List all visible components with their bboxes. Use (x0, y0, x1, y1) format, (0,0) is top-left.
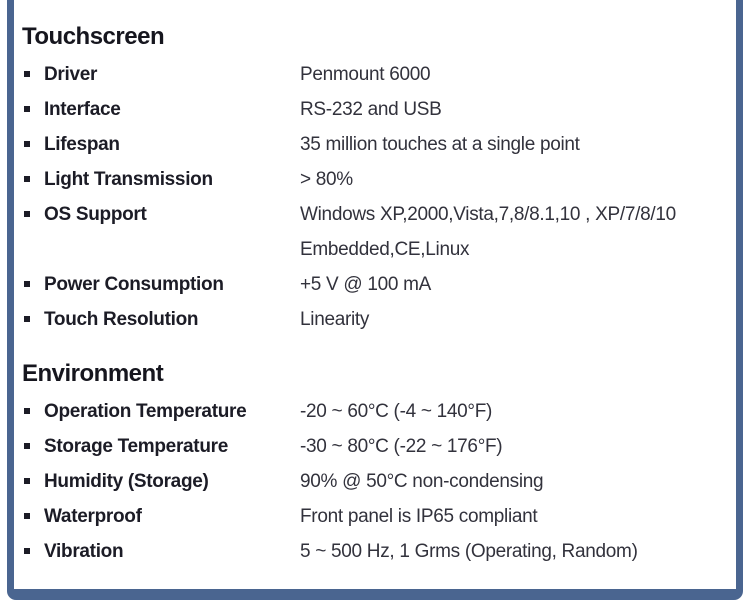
section-title: Environment (22, 360, 164, 387)
spec-value: Front panel is IP65 compliant (300, 506, 538, 527)
spec-row-storage-temperature (22, 429, 730, 464)
spec-value: +5 V @ 100 mA (300, 274, 432, 295)
spec-label: Humidity (Storage) (44, 471, 209, 492)
spec-label: Lifespan (44, 134, 120, 155)
square-bullet-icon (24, 281, 30, 287)
spec-row-vibration (22, 534, 730, 569)
spec-row-power-consumption (22, 267, 730, 302)
spec-label: Interface (44, 99, 121, 120)
spec-label: Waterproof (44, 506, 142, 527)
square-bullet-icon (24, 71, 30, 77)
spec-row-operation-temperature (22, 394, 730, 429)
square-bullet-icon (24, 513, 30, 519)
spec-label: Driver (44, 64, 98, 85)
spec-label: OS Support (44, 204, 147, 225)
spec-label: Touch Resolution (44, 309, 199, 330)
spec-value: 35 million touches at a single point (300, 134, 580, 155)
square-bullet-icon (24, 408, 30, 414)
square-bullet-icon (24, 316, 30, 322)
spec-label: Storage Temperature (44, 436, 229, 457)
square-bullet-icon (24, 478, 30, 484)
square-bullet-icon (24, 176, 30, 182)
square-bullet-icon (24, 443, 30, 449)
section-touchscreen (22, 24, 730, 337)
spec-row-waterproof (22, 499, 730, 534)
spec-row-interface (22, 92, 730, 127)
spec-label: Light Transmission (44, 169, 213, 190)
spec-value: Penmount 6000 (300, 64, 431, 85)
spec-value: 5 ~ 500 Hz, 1 Grms (Operating, Random) (300, 541, 638, 562)
spec-row-driver (22, 57, 730, 92)
spec-label: Power Consumption (44, 274, 224, 295)
square-bullet-icon (24, 211, 30, 217)
spec-row-lifespan (22, 127, 730, 162)
square-bullet-icon (24, 548, 30, 554)
spec-value: -20 ~ 60°C (-4 ~ 140°F) (300, 401, 493, 422)
spec-label: Vibration (44, 541, 124, 562)
square-bullet-icon (24, 106, 30, 112)
spec-value: Linearity (300, 309, 370, 330)
spec-table (22, 24, 730, 569)
spec-value: Windows XP,2000,Vista,7,8/8.1,10 , XP/7/8/10 Embedded,CE,Linux (300, 204, 676, 260)
spec-value: 90% @ 50°C non-condensing (300, 471, 544, 492)
square-bullet-icon (24, 141, 30, 147)
spec-row-touch-resolution (22, 302, 730, 337)
spec-label: Operation Temperature (44, 401, 247, 422)
spec-row-os-support (22, 197, 730, 267)
spec-value: -30 ~ 80°C (-22 ~ 176°F) (300, 436, 503, 457)
section-title: Touchscreen (22, 23, 165, 50)
spec-value: > 80% (300, 169, 353, 190)
spec-row-light-transmission (22, 162, 730, 197)
section-environment (22, 361, 730, 569)
spec-value: RS-232 and USB (300, 99, 442, 120)
spec-row-humidity-storage (22, 464, 730, 499)
